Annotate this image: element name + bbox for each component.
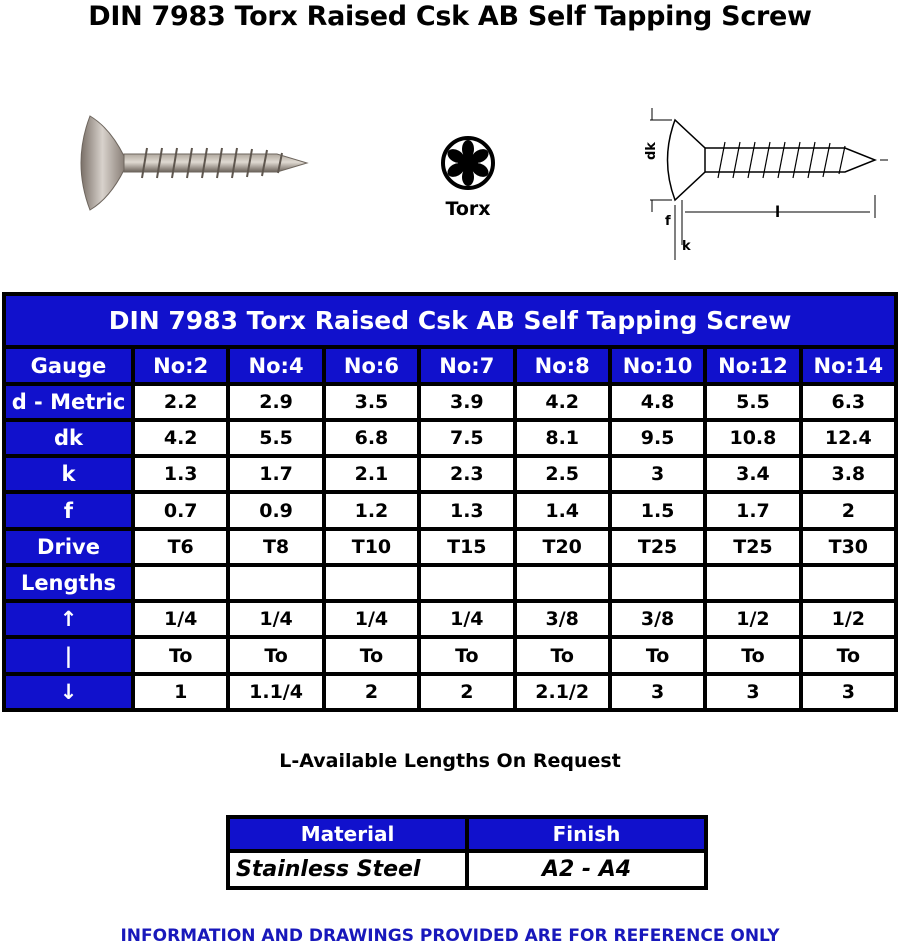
table-cell: 2.2 — [135, 386, 226, 418]
table-cell: 10.8 — [707, 422, 798, 454]
table-cell: 2 — [421, 676, 512, 708]
k-label: k — [682, 239, 691, 254]
table-cell: 1/4 — [135, 603, 226, 635]
table-cell: To — [135, 639, 226, 671]
l-label: l — [775, 203, 781, 221]
table-cell: T15 — [421, 531, 512, 563]
table-cell: T25 — [707, 531, 798, 563]
table-cell: To — [612, 639, 703, 671]
table-cell: 1/2 — [707, 603, 798, 635]
table-row — [6, 422, 894, 454]
table-cell: 9.5 — [612, 422, 703, 454]
torx-drive — [430, 134, 506, 220]
row-label: ↑ — [6, 603, 131, 635]
table-cell: T8 — [230, 531, 321, 563]
table-cell: To — [230, 639, 321, 671]
reference-disclaimer: INFORMATION AND DRAWINGS PROVIDED ARE FOR REFERENCE ONLY — [120, 926, 780, 946]
finish-header: Finish — [469, 819, 704, 849]
table-row — [6, 531, 894, 563]
table-cell — [326, 567, 417, 599]
table-cell: 2.3 — [421, 458, 512, 490]
table-cell: T10 — [326, 531, 417, 563]
table-row — [6, 494, 894, 526]
table-cell: 1.3 — [135, 458, 226, 490]
table-cell: 1/4 — [230, 603, 321, 635]
table-cell: To — [707, 639, 798, 671]
table-row — [6, 349, 894, 381]
material-header-row — [230, 819, 704, 849]
torx-star-icon — [430, 134, 506, 192]
table-cell: 3.9 — [421, 386, 512, 418]
table-cell — [230, 567, 321, 599]
gauge-header: No:14 — [803, 349, 894, 381]
table-cell — [707, 567, 798, 599]
table-cell: 3 — [803, 676, 894, 708]
table-cell: 1.7 — [230, 458, 321, 490]
material-table — [226, 815, 708, 890]
row-label: k — [6, 458, 131, 490]
table-cell — [421, 567, 512, 599]
table-cell: 2.1 — [326, 458, 417, 490]
table-row — [6, 567, 894, 599]
material-header: Material — [230, 819, 465, 849]
row-label: Gauge — [6, 349, 131, 381]
table-cell: 3/8 — [612, 603, 703, 635]
table-cell: 4.2 — [517, 386, 608, 418]
material-value: Stainless Steel — [230, 853, 465, 886]
table-cell: 1.5 — [612, 494, 703, 526]
table-row — [6, 676, 894, 708]
spec-title-row — [6, 296, 894, 345]
table-cell — [135, 567, 226, 599]
table-cell: 0.7 — [135, 494, 226, 526]
table-cell: 8.1 — [517, 422, 608, 454]
table-cell: To — [517, 639, 608, 671]
table-cell: 2 — [326, 676, 417, 708]
gauge-header: No:4 — [230, 349, 321, 381]
spec-table-title: DIN 7983 Torx Raised Csk AB Self Tapping Screw — [6, 296, 894, 345]
gauge-header: No:8 — [517, 349, 608, 381]
gauge-header: No:7 — [421, 349, 512, 381]
screw-photo — [62, 108, 312, 218]
spec-table — [2, 292, 898, 712]
row-label: Lengths — [6, 567, 131, 599]
table-cell: 5.5 — [230, 422, 321, 454]
table-cell: 2.5 — [517, 458, 608, 490]
lengths-note: L-Available Lengths On Request — [279, 750, 621, 772]
row-label: Drive — [6, 531, 131, 563]
table-cell: 7.5 — [421, 422, 512, 454]
dk-label: dk — [644, 142, 659, 160]
table-cell: 3.5 — [326, 386, 417, 418]
table-cell — [517, 567, 608, 599]
table-row — [6, 458, 894, 490]
finish-value: A2 - A4 — [469, 853, 704, 886]
table-cell: T6 — [135, 531, 226, 563]
table-cell: 1/4 — [421, 603, 512, 635]
material-value-row — [230, 853, 704, 886]
table-cell: 1/2 — [803, 603, 894, 635]
table-cell: 3 — [612, 458, 703, 490]
drive-label: Torx — [445, 198, 491, 220]
table-cell: T25 — [612, 531, 703, 563]
table-cell: To — [803, 639, 894, 671]
table-cell: 6.3 — [803, 386, 894, 418]
table-cell: 3 — [707, 676, 798, 708]
table-cell: 1.7 — [707, 494, 798, 526]
row-label: ↓ — [6, 676, 131, 708]
page-title: DIN 7983 Torx Raised Csk AB Self Tapping Screw — [88, 1, 812, 32]
table-cell: 1/4 — [326, 603, 417, 635]
table-cell: 12.4 — [803, 422, 894, 454]
table-cell: T20 — [517, 531, 608, 563]
table-cell: To — [421, 639, 512, 671]
table-cell: 1.2 — [326, 494, 417, 526]
f-label: f — [665, 214, 671, 229]
table-cell: 5.5 — [707, 386, 798, 418]
table-cell: 1.3 — [421, 494, 512, 526]
table-cell: 3.4 — [707, 458, 798, 490]
gauge-header: No:10 — [612, 349, 703, 381]
table-cell — [612, 567, 703, 599]
table-cell: 3/8 — [517, 603, 608, 635]
table-cell: 0.9 — [230, 494, 321, 526]
table-cell — [803, 567, 894, 599]
table-cell: 1.1/4 — [230, 676, 321, 708]
gauge-header: No:2 — [135, 349, 226, 381]
screw-drawing — [630, 100, 890, 260]
table-cell: 1 — [135, 676, 226, 708]
row-label: | — [6, 639, 131, 671]
table-row — [6, 639, 894, 671]
table-cell: To — [326, 639, 417, 671]
table-cell: 2.1/2 — [517, 676, 608, 708]
row-label: d - Metric — [6, 386, 131, 418]
row-label: f — [6, 494, 131, 526]
gauge-header: No:6 — [326, 349, 417, 381]
table-cell: 4.2 — [135, 422, 226, 454]
table-cell: 3 — [612, 676, 703, 708]
table-cell: T30 — [803, 531, 894, 563]
gauge-header: No:12 — [707, 349, 798, 381]
table-cell: 1.4 — [517, 494, 608, 526]
spec-table-body — [6, 349, 894, 708]
table-cell: 2.9 — [230, 386, 321, 418]
table-cell: 4.8 — [612, 386, 703, 418]
table-row — [6, 386, 894, 418]
table-row — [6, 603, 894, 635]
table-cell: 6.8 — [326, 422, 417, 454]
row-label: dk — [6, 422, 131, 454]
table-cell: 3.8 — [803, 458, 894, 490]
table-cell: 2 — [803, 494, 894, 526]
